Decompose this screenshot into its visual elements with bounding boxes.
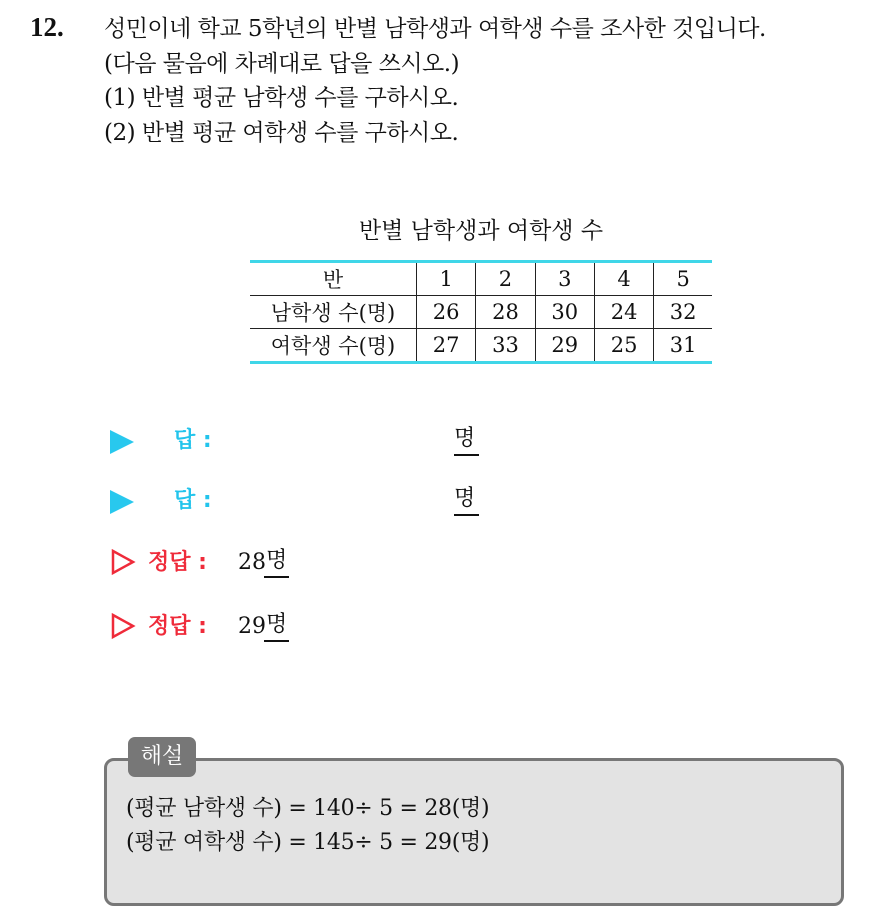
- table-cell: 27: [417, 329, 476, 363]
- table-header-cell: 1: [417, 262, 476, 296]
- table-cell: 33: [476, 329, 535, 363]
- explanation-line: (평균 남학생 수) = 140÷ 5 = 28(명): [126, 796, 490, 821]
- answer-unit: 명: [454, 424, 479, 456]
- question-line: 성민이네 학교 5학년의 반별 남학생과 여학생 수를 조사한 것입니다.: [104, 16, 766, 42]
- table-cell: 30: [535, 296, 594, 329]
- solution-label: 정답 :: [148, 550, 207, 575]
- question-line: (다음 물음에 차례대로 답을 쓰시오.): [104, 50, 460, 77]
- answer-label: 답 :: [174, 428, 212, 453]
- table-cell: 24: [594, 296, 653, 329]
- question-text: [104, 12, 766, 150]
- play-arrow-icon: [110, 430, 134, 454]
- table-row-girls: [250, 329, 712, 363]
- outline-triangle-icon: [110, 549, 136, 575]
- table-cell: 25: [594, 329, 653, 363]
- solution-value: 29: [238, 614, 266, 639]
- table-row-boys: [250, 296, 712, 329]
- table-cell: 29: [535, 329, 594, 363]
- explanation-tag: 해설: [128, 737, 196, 777]
- answer-unit: 명: [454, 484, 479, 516]
- table-row-label: 여학생 수(명): [250, 329, 417, 363]
- table-row-label: 남학생 수(명): [250, 296, 417, 329]
- solution-value: 28: [238, 550, 266, 575]
- table-header-cell: 2: [476, 262, 535, 296]
- solution-unit: 명: [264, 610, 289, 642]
- answer-label: 답 :: [174, 488, 212, 513]
- play-arrow-icon: [110, 490, 134, 514]
- table-header-cell: 3: [535, 262, 594, 296]
- explanation-line: (평균 여학생 수) = 145÷ 5 = 29(명): [126, 830, 490, 855]
- question-number: 12.: [30, 12, 64, 42]
- question-line: (2) 반별 평균 여학생 수를 구하시오.: [104, 119, 459, 146]
- table-header-cell: 반: [250, 262, 417, 296]
- outline-triangle-icon: [110, 613, 136, 639]
- table-header-row: [250, 262, 712, 296]
- table-cell: 26: [417, 296, 476, 329]
- table-cell: 31: [654, 329, 712, 363]
- table-title: 반별 남학생과 여학생 수: [358, 218, 604, 244]
- data-table: [250, 260, 712, 364]
- solution-unit: 명: [264, 546, 289, 578]
- table-cell: 28: [476, 296, 535, 329]
- solution-label: 정답 :: [148, 614, 207, 639]
- table-header-cell: 4: [594, 262, 653, 296]
- table-header-cell: 5: [654, 262, 712, 296]
- table-cell: 32: [654, 296, 712, 329]
- question-line: (1) 반별 평균 남학생 수를 구하시오.: [104, 85, 459, 111]
- explanation-text: [126, 792, 489, 860]
